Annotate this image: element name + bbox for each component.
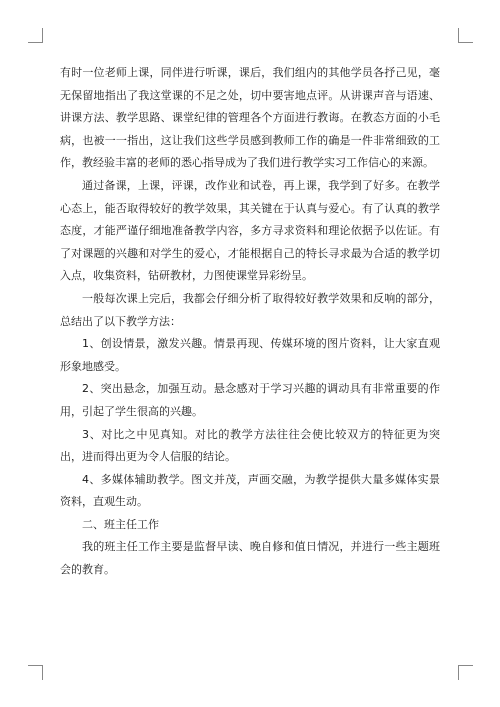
paragraph-peer-review: 有时一位老师上课，同伴进行听课，课后，我们组内的其他学员各抒己见，毫无保留地指出了我这堂课的不足之处，切中要害地点评。从讲课声音与语速、讲课方法、教学思路、课堂纪律的管理各个方面进行教诲。在教态方面的小毛病，也被一一指出，这让我们这些学员感到教师工作的确是一件非常细致的工作，教经验丰富的老师的悉心指导成为了我们进行教学实习工作信心的来源。 bbox=[60, 66, 440, 170]
list-item-method-4: 4、多媒体辅助教学。图文并茂，声画交融，为教学提供大量多媒体实景资料，直观生动。 bbox=[60, 472, 440, 509]
crop-mark-top-left bbox=[28, 28, 43, 43]
paragraph-methods-intro: 一般每次课上完后，我都会仔细分析了取得较好教学效果和反响的部分，总结出了以下教学方法： bbox=[60, 291, 440, 328]
document-body bbox=[60, 62, 440, 582]
paragraph-teaching-attitude: 通过备课，上课，评课，改作业和试卷，再上课，我学到了好多。在教学心态上，能否取得较好的教学效果，其关键在于认真与爱心。有了认真的教学态度，才能严谨仔细地准备教学内容，多方寻求资料和理论依据予以佐证。有了对课题的兴趣和对学生的爱心，才能根据自己的特长寻求最为合适的教学切入点，收集资料，钻研教材，力图使课堂异彩纷呈。 bbox=[60, 178, 440, 283]
crop-mark-top-right bbox=[458, 28, 473, 43]
list-item-method-1: 1、创设情景，激发兴趣。情景再现、传媒环境的图片资料，让大家直观形象地感受。 bbox=[60, 337, 440, 373]
section-heading-head-teacher: 二、班主任工作 bbox=[82, 517, 159, 531]
list-item-method-2: 2、突出悬念，加强互动。悬念感对于学习兴趣的调动具有非常重要的作用，引起了学生很高的兴趣。 bbox=[60, 382, 440, 418]
crop-mark-bottom-right bbox=[458, 665, 473, 680]
paragraph-head-teacher-work: 我的班主任工作主要是监督早读、晚自修和值日情况，并进行一些主题班会的教育。 bbox=[60, 540, 440, 577]
crop-mark-bottom-left bbox=[28, 665, 43, 680]
list-item-method-3: 3、对比之中见真知。对比的教学方法往往会使比较双方的特征更为突出，进而得出更为令人信服的结论。 bbox=[60, 427, 440, 464]
